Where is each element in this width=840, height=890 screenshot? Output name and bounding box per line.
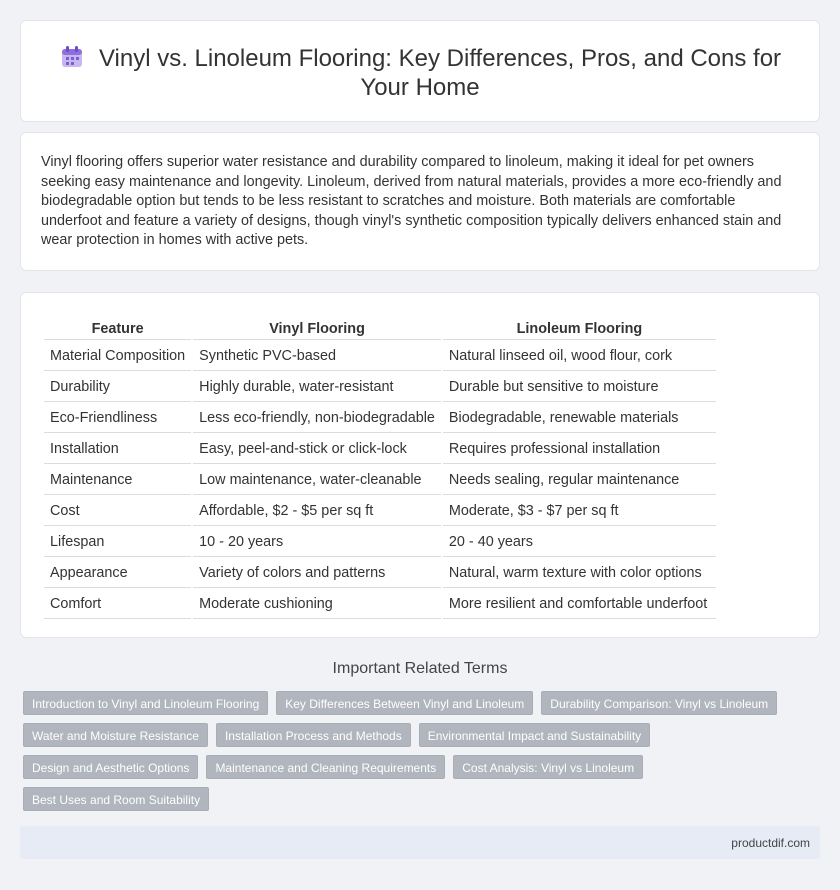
footer <box>20 826 820 859</box>
table-row <box>44 404 716 433</box>
cell-linoleum: Biodegradable, renewable materials <box>443 404 716 433</box>
cell-vinyl: Low maintenance, water-cleanable <box>193 466 441 495</box>
tag-row <box>23 755 803 779</box>
cell-linoleum: Requires professional installation <box>443 435 716 464</box>
table-row <box>44 497 716 526</box>
cell-feature: Lifespan <box>44 528 191 557</box>
page-title-line-2: Your Home <box>360 74 480 101</box>
cell-linoleum: 20 - 40 years <box>443 528 716 557</box>
page-title-line-1: Vinyl vs. Linoleum Flooring: Key Differences, Pros, and Cons for <box>98 45 782 72</box>
cell-linoleum: Durable but sensitive to moisture <box>443 373 716 402</box>
related-terms-list <box>23 691 803 819</box>
cell-feature: Durability <box>44 373 191 402</box>
header-vinyl: Vinyl Flooring <box>193 315 441 340</box>
table-row <box>44 466 716 495</box>
intro-text: Vinyl flooring offers superior water resistance and durability compared to linoleum, making it ideal for pet owners seeking easy maintenance and longevity. Linoleum, derived from natural materials, provides a more eco-friendly and biodegradable option but tends to be less resistant to scratches and moisture. Both materials are comfortable underfoot and feature a variety of designs, though vinyl's synthetic composition typically delivers enhanced stain and wear protection in homes with active pets. <box>41 154 782 249</box>
cell-vinyl: Synthetic PVC-based <box>193 342 441 371</box>
comparison-table <box>42 313 718 621</box>
tag-row <box>23 787 803 811</box>
title-wrap <box>21 44 819 102</box>
header-card <box>20 20 820 122</box>
table-row <box>44 435 716 464</box>
cell-linoleum: More resilient and comfortable underfoot <box>443 590 716 619</box>
cell-linoleum: Natural linseed oil, wood flour, cork <box>443 342 716 371</box>
cell-feature: Eco-Friendliness <box>44 404 191 433</box>
related-term-tag[interactable]: Design and Aesthetic Options <box>23 755 198 779</box>
table-row <box>44 559 716 588</box>
related-term-tag[interactable]: Maintenance and Cleaning Requirements <box>206 755 445 779</box>
table-row <box>44 590 716 619</box>
related-term-tag[interactable]: Durability Comparison: Vinyl vs Linoleum <box>541 691 777 715</box>
cell-vinyl: Less eco-friendly, non-biodegradable <box>193 404 441 433</box>
related-term-tag[interactable]: Environmental Impact and Sustainability <box>419 723 650 747</box>
cell-feature: Installation <box>44 435 191 464</box>
footer-site-link[interactable]: productdif.com <box>731 836 810 850</box>
related-terms-title: Important Related Terms <box>332 660 508 677</box>
cell-feature: Material Composition <box>44 342 191 371</box>
header-feature: Feature <box>44 315 191 340</box>
calendar-icon <box>59 44 85 70</box>
related-term-tag[interactable]: Cost Analysis: Vinyl vs Linoleum <box>453 755 643 779</box>
cell-vinyl: Variety of colors and patterns <box>193 559 441 588</box>
table-row <box>44 528 716 557</box>
related-term-tag[interactable]: Best Uses and Room Suitability <box>23 787 209 811</box>
cell-vinyl: Highly durable, water-resistant <box>193 373 441 402</box>
cell-vinyl: Easy, peel-and-stick or click-lock <box>193 435 441 464</box>
cell-feature: Comfort <box>44 590 191 619</box>
tag-row <box>23 723 803 747</box>
related-term-tag[interactable]: Water and Moisture Resistance <box>23 723 208 747</box>
table-header-row <box>44 315 716 340</box>
cell-feature: Appearance <box>44 559 191 588</box>
cell-feature: Maintenance <box>44 466 191 495</box>
related-term-tag[interactable]: Introduction to Vinyl and Linoleum Flooring <box>23 691 268 715</box>
cell-linoleum: Moderate, $3 - $7 per sq ft <box>443 497 716 526</box>
table-row <box>44 373 716 402</box>
cell-vinyl: Affordable, $2 - $5 per sq ft <box>193 497 441 526</box>
cell-linoleum: Natural, warm texture with color options <box>443 559 716 588</box>
header-linoleum: Linoleum Flooring <box>443 315 716 340</box>
cell-vinyl: 10 - 20 years <box>193 528 441 557</box>
table-row <box>44 342 716 371</box>
related-term-tag[interactable]: Key Differences Between Vinyl and Linoleum <box>276 691 533 715</box>
intro-card <box>20 132 820 271</box>
comparison-card <box>20 292 820 638</box>
cell-feature: Cost <box>44 497 191 526</box>
cell-vinyl: Moderate cushioning <box>193 590 441 619</box>
cell-linoleum: Needs sealing, regular maintenance <box>443 466 716 495</box>
tag-row <box>23 691 803 715</box>
related-term-tag[interactable]: Installation Process and Methods <box>216 723 411 747</box>
